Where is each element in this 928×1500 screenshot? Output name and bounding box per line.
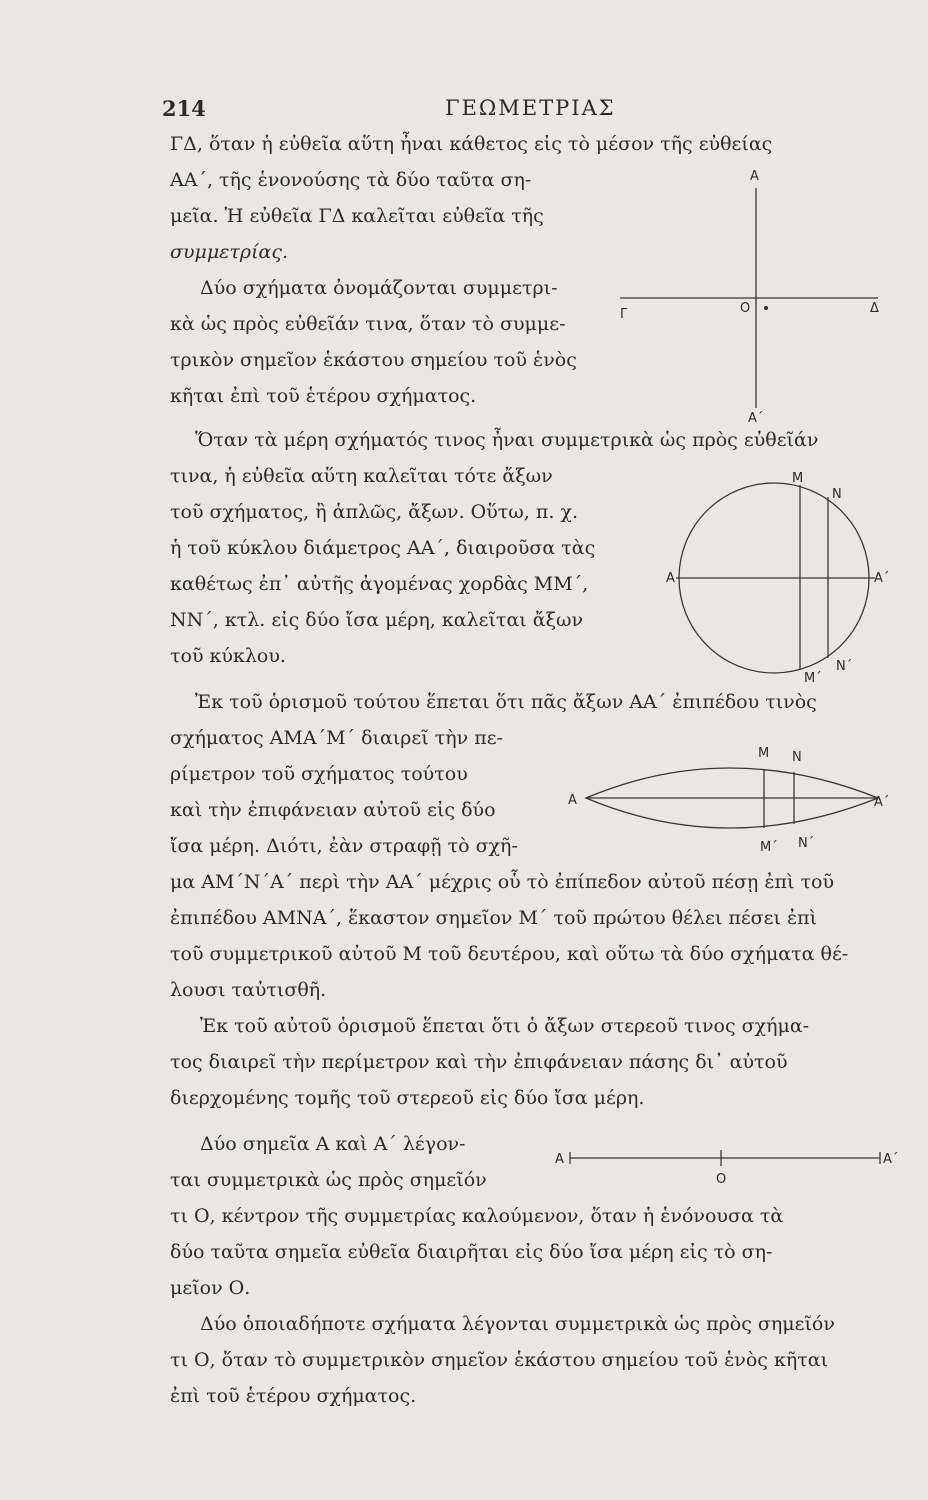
text-line: ἡ τοῦ κύκλου διάμετρος ΑΑ΄, διαιροῦσα τὰς — [170, 537, 596, 559]
text-line: Δύο ὁποιαδήποτε σχήματα λέγονται συμμετρικὰ ὡς πρὸς σημεῖόν — [200, 1313, 835, 1335]
label-n: N — [832, 487, 842, 502]
label-a-prime: A΄ — [883, 1152, 899, 1167]
text-line: ρίμετρον τοῦ σχήματος τούτου — [170, 763, 468, 785]
text-line: Ἐκ τοῦ ὁρισμοῦ τούτου ἕπεται ὅτι πᾶς ἄξων ΑΑ΄ ἐπιπέδου τινὸς — [195, 691, 817, 713]
text-line: σχήματος ΑΜΑ΄Μ΄ διαιρεῖ τὴν πε- — [170, 727, 503, 749]
text-line: μεῖα. Ἡ εὐθεῖα ΓΔ καλεῖται εὐθεῖα τῆς — [170, 205, 544, 227]
text-line: τι Ο, κέντρον τῆς συμμετρίας καλούμενον, ὅταν ἡ ἑνόνουσα τὰ — [170, 1205, 784, 1227]
text-line: τος διαιρεῖ τὴν περίμετρον καὶ τὴν ἐπιφάνειαν πάσης δι᾽ αὐτοῦ — [170, 1051, 788, 1073]
label-m: M — [758, 746, 770, 761]
text-line: δύο ταῦτα σημεῖα εὐθεῖα διαιρῆται εἰς δύο ἴσα μέρη εἰς τὸ ση- — [170, 1241, 773, 1263]
label-m: M — [792, 471, 804, 486]
text-line: καθέτως ἐπ᾽ αὐτῆς ἀγομένας χορδὰς ΜΜ΄, — [170, 573, 589, 595]
label-m-prime: M΄ — [760, 840, 778, 855]
text-line: ται συμμετρικὰ ὡς πρὸς σημεῖόν — [170, 1169, 487, 1191]
text-line: μα ΑΜ΄Ν΄Α΄ περὶ τὴν ΑΑ΄ μέχρις οὗ τὸ ἐπίπεδον αὐτοῦ πέσῃ ἐπὶ τοῦ — [170, 871, 835, 893]
text-line: ΓΔ, ὅταν ἡ εὐθεῖα αὕτη ἦναι κάθετος εἰς τὸ μέσον τῆς εὐθείας — [170, 133, 773, 155]
symmetry-axis-figure — [600, 160, 890, 430]
text-line: διερχομένης τομῆς τοῦ στερεοῦ εἰς δύο ἴσα μέρη. — [170, 1087, 645, 1109]
point-o — [765, 307, 768, 310]
label-m-prime: M΄ — [804, 671, 822, 686]
label-n-prime: N΄ — [836, 659, 853, 674]
lens-axis-figure — [560, 740, 900, 855]
label-a: A — [555, 1152, 564, 1167]
label-a: A — [568, 793, 577, 808]
label-o: O — [740, 301, 751, 316]
label-o: O — [716, 1172, 727, 1187]
label-a-prime: A΄ — [874, 795, 890, 810]
text-line: λουσι ταὐτισθῆ. — [170, 979, 327, 1001]
text-line: ἴσα μέρη. Διότι, ἐὰν στραφῇ τὸ σχῆ- — [170, 835, 518, 857]
text-line: ΑΑ΄, τῆς ἑνονούσης τὰ δύο ταῦτα ση- — [170, 169, 532, 191]
running-title: ΓΕΩΜΕΤΡΙΑΣ — [445, 96, 616, 120]
label-n: N — [792, 750, 802, 765]
label-a-prime: A΄ — [874, 571, 890, 586]
text-line: τρικὸν σημεῖον ἑκάστου σημείου τοῦ ἑνὸς — [170, 349, 577, 371]
text-line: ΝΝ΄, κτλ. εἰς δύο ἴσα μέρη, καλεῖται ἄξων — [170, 609, 584, 631]
text-line: τινα, ἡ εὐθεῖα αὕτη καλεῖται τότε ἄξων — [170, 465, 553, 487]
text-line: Δύο σχήματα ὀνομάζονται συμμετρι- — [200, 277, 558, 299]
text-line: κῆται ἐπὶ τοῦ ἑτέρου σχήματος. — [170, 385, 477, 407]
circle-axis-figure — [660, 470, 895, 690]
text-line: συμμετρίας. — [170, 241, 289, 263]
label-a: A — [666, 571, 675, 586]
label-d: Δ — [870, 301, 879, 316]
text-line: Ὅταν τὰ μέρη σχήματός τινος ἦναι συμμετρικὰ ὡς πρὸς εὐθεῖάν — [195, 429, 819, 451]
text-line: καὶ τὴν ἐπιφάνειαν αὐτοῦ εἰς δύο — [170, 799, 496, 821]
text-line: τοῦ σχήματος, ἢ ἁπλῶς, ἄξων. Οὕτω, π. χ. — [170, 501, 578, 523]
text-line: Δύο σημεῖα Α καὶ Α΄ λέγον- — [200, 1133, 466, 1155]
text-line: Ἐκ τοῦ αὐτοῦ ὁρισμοῦ ἕπεται ὅτι ὁ ἄξων στερεοῦ τινος σχήμα- — [200, 1015, 810, 1037]
text-line: ἐπὶ τοῦ ἑτέρου σχήματος. — [170, 1385, 417, 1407]
text-line: μεῖον Ο. — [170, 1277, 251, 1299]
text-line: τοῦ κύκλου. — [170, 645, 286, 667]
text-line: κὰ ὡς πρὸς εὐθεῖάν τινα, ὅταν τὸ συμμε- — [170, 313, 566, 335]
label-g: Γ — [620, 307, 628, 322]
label-a: A — [750, 169, 759, 184]
text-line: τι Ο, ὅταν τὸ συμμετρικὸν σημεῖον ἑκάστου σημείου τοῦ ἑνὸς κῆται — [170, 1349, 829, 1371]
text-line: τοῦ συμμετρικοῦ αὐτοῦ Μ τοῦ δευτέρου, καὶ οὕτω τὰ δύο σχήματα θέ- — [170, 943, 849, 965]
label-n-prime: N΄ — [798, 836, 815, 851]
label-a-prime: A΄ — [748, 411, 764, 426]
page-number: 214 — [162, 96, 206, 121]
point-symmetry-figure — [550, 1140, 900, 1190]
text-line: ἐπιπέδου ΑΜΝΑ΄, ἕκαστον σημεῖον Μ΄ τοῦ πρώτου θέλει πέσει ἐπὶ — [170, 907, 818, 929]
